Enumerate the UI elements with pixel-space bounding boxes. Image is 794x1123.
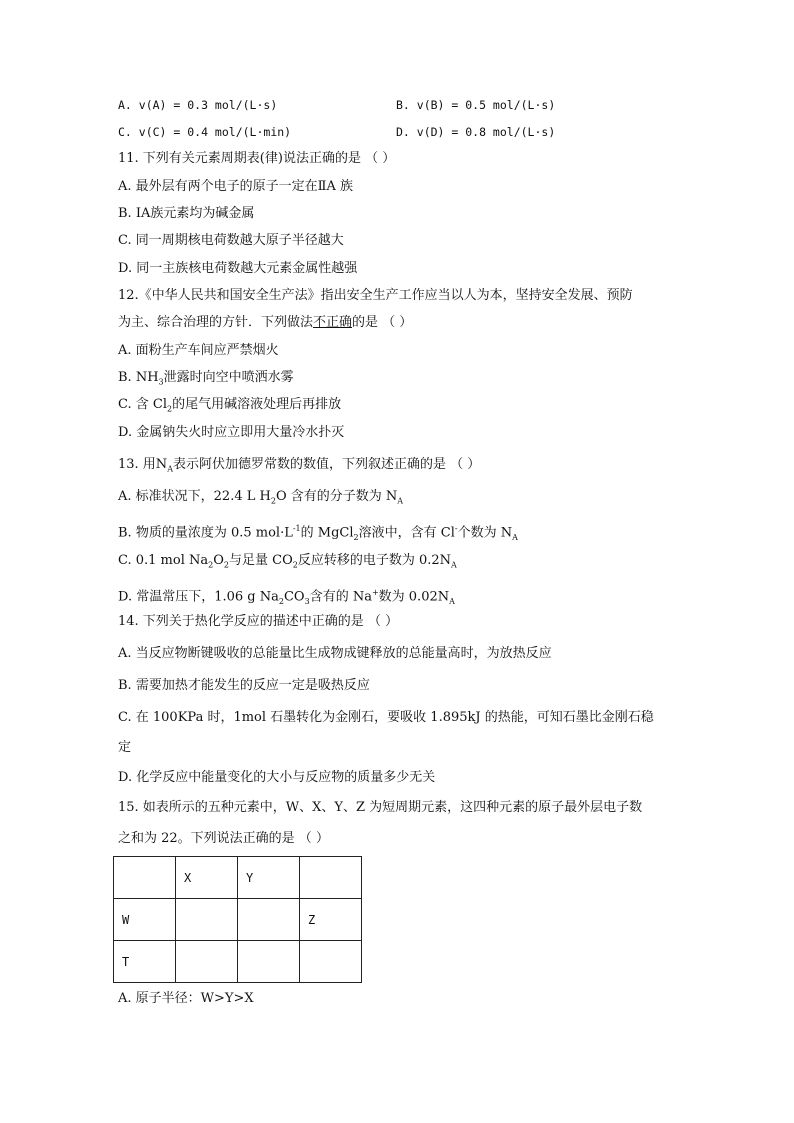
table-cell (300, 857, 362, 899)
q13-b-sup1: -1 (292, 524, 301, 533)
q13-stem-tail: 表示阿伏加德罗常数的数值，下列叙述正确的是 （ ） (172, 457, 481, 472)
q13-c-sub2: 2 (223, 560, 229, 570)
q13-a-sub2: A (397, 496, 404, 506)
q13-c-mid3: 反应转移的电子数为 0.2N (297, 553, 452, 568)
q13-stem-subscript: A (167, 464, 173, 474)
q13-d-sub1: 2 (278, 596, 284, 606)
q13-d-sup: + (371, 588, 379, 597)
q13-d-text: D. 常温常压下，1.06 g Na (118, 589, 279, 605)
q14-stem: 14. 下列关于热化学反应的描述中正确的是 （ ） (118, 614, 399, 629)
q12-b-tail: 泄露时向空中喷洒水雾 (163, 370, 294, 385)
q10-option-a: A. v(A) = 0.3 mol/(L·s) (118, 98, 278, 112)
q13-stem-text: 13. 用N (118, 457, 168, 472)
table-cell (176, 941, 238, 983)
q11-option-b: B. IA族元素均为碱金属 (118, 206, 255, 221)
q13-option-b (118, 520, 518, 547)
q12-stem-line1: 12.《中华人民共和国安全生产法》指出安全生产工作应当以人为本，坚持安全发展、预防 (118, 288, 633, 303)
q13-b-sub1: 2 (353, 532, 359, 542)
q15-option-a: A. 原子半径：W>Y>X (118, 991, 254, 1006)
q13-option-c (118, 552, 457, 575)
q12-emphasis: 不正确 (313, 315, 353, 330)
q13-a-text: A. 标准状况下，22.4 L H (118, 489, 271, 504)
table-row (114, 899, 362, 941)
q13-b-sup2: - (454, 524, 458, 533)
q11-stem: 11. 下列有关元素周期表(律)说法正确的是 （ ） (118, 151, 396, 166)
q12-option-c (118, 396, 341, 419)
q13-option-d (118, 584, 455, 611)
q13-b-mid2: 溶液中，含有 Cl (358, 525, 455, 541)
table-cell: X (176, 857, 238, 899)
table-cell (114, 857, 176, 899)
table-cell (238, 941, 300, 983)
q13-c-mid: O (213, 553, 224, 568)
q13-c-sub1: 2 (208, 560, 214, 570)
q10-option-c: C. v(C) = 0.4 mol/(L·min) (118, 125, 292, 139)
q12-b-subscript: 3 (158, 377, 164, 387)
q12-stem-line2 (118, 314, 412, 332)
q12-c-subscript: 2 (167, 404, 173, 414)
q13-d-sub2: 3 (304, 596, 310, 606)
q13-c-mid2: 与足量 CO (228, 553, 293, 568)
q12-option-b (118, 369, 294, 392)
table-cell: Y (238, 857, 300, 899)
q14-option-a: A. 当反应物断键吸收的总能量比生成物成键释放的总能量高时，为放热反应 (118, 646, 552, 661)
q10-option-b: B. v(B) = 0.5 mol/(L·s) (396, 98, 556, 112)
table-cell (176, 899, 238, 941)
q11-option-a: A. 最外层有两个电子的原子一定在ⅡA 族 (118, 179, 354, 194)
q12-option-d: D. 金属钠失火时应立即用大量冷水扑灭 (118, 425, 345, 440)
table-cell (238, 899, 300, 941)
q11-option-c: C. 同一周期核电荷数越大原子半径越大 (118, 233, 344, 248)
element-table (113, 856, 362, 983)
table-cell: W (114, 899, 176, 941)
q13-b-sub2: A (512, 532, 518, 542)
q14-option-c-line1: C. 在 100KPa 时，1mol 石墨转化为金刚石，要吸收 1.895kJ 的热能，可知石墨比金刚石稳 (118, 710, 654, 725)
q12-stem-text: 为主、综合治理的方针．下列做法 (118, 315, 314, 330)
table-cell: T (114, 941, 176, 983)
q11-option-d: D. 同一主族核电荷数越大元素金属性越强 (118, 261, 358, 276)
q13-c-sub4: A (451, 560, 457, 570)
q13-d-mid: CO (283, 589, 305, 605)
q15-stem-line2: 之和为 22。下列说法正确的是 （ ） (118, 831, 329, 846)
q13-b-mid: 的 MgCl (300, 525, 354, 541)
q12-stem-tail: 的是 （ ） (352, 315, 413, 330)
q13-c-text: C. 0.1 mol Na (118, 553, 209, 568)
q12-c-tail: 的尾气用碱溶液处理后再排放 (172, 397, 342, 412)
q13-a-mid: O 含有的分子数为 N (275, 489, 398, 504)
table-row (114, 941, 362, 983)
q12-b-text: B. NH (118, 370, 159, 385)
table-cell (300, 941, 362, 983)
q13-d-sub3: A (449, 596, 455, 606)
q12-c-text: C. 含 Cl (118, 397, 167, 412)
q12-option-a: A. 面粉生产车间应严禁烟火 (118, 343, 279, 358)
q13-d-mid2: 含有的 Na (309, 589, 372, 605)
q13-a-sub1: 2 (270, 496, 276, 506)
q10-option-d: D. v(D) = 0.8 mol/(L·s) (396, 125, 556, 139)
q15-stem-line1: 15. 如表所示的五种元素中，W、X、Y、Z 为短周期元素，这四种元素的原子最外层电子数 (118, 800, 643, 815)
table-row (114, 857, 362, 899)
q13-b-mid3: 个数为 N (457, 525, 513, 541)
q13-c-sub3: 2 (292, 560, 298, 570)
q13-stem (118, 456, 480, 479)
table-cell: Z (300, 899, 362, 941)
q14-option-b: B. 需要加热才能发生的反应一定是吸热反应 (118, 678, 370, 693)
q13-option-a (118, 488, 403, 511)
q13-d-mid3: 数为 0.02N (378, 589, 450, 605)
q13-b-text: B. 物质的量浓度为 0.5 mol·L (118, 525, 293, 541)
q14-option-d: D. 化学反应中能量变化的大小与反应物的质量多少无关 (118, 770, 436, 785)
q14-option-c-line2: 定 (118, 740, 132, 755)
